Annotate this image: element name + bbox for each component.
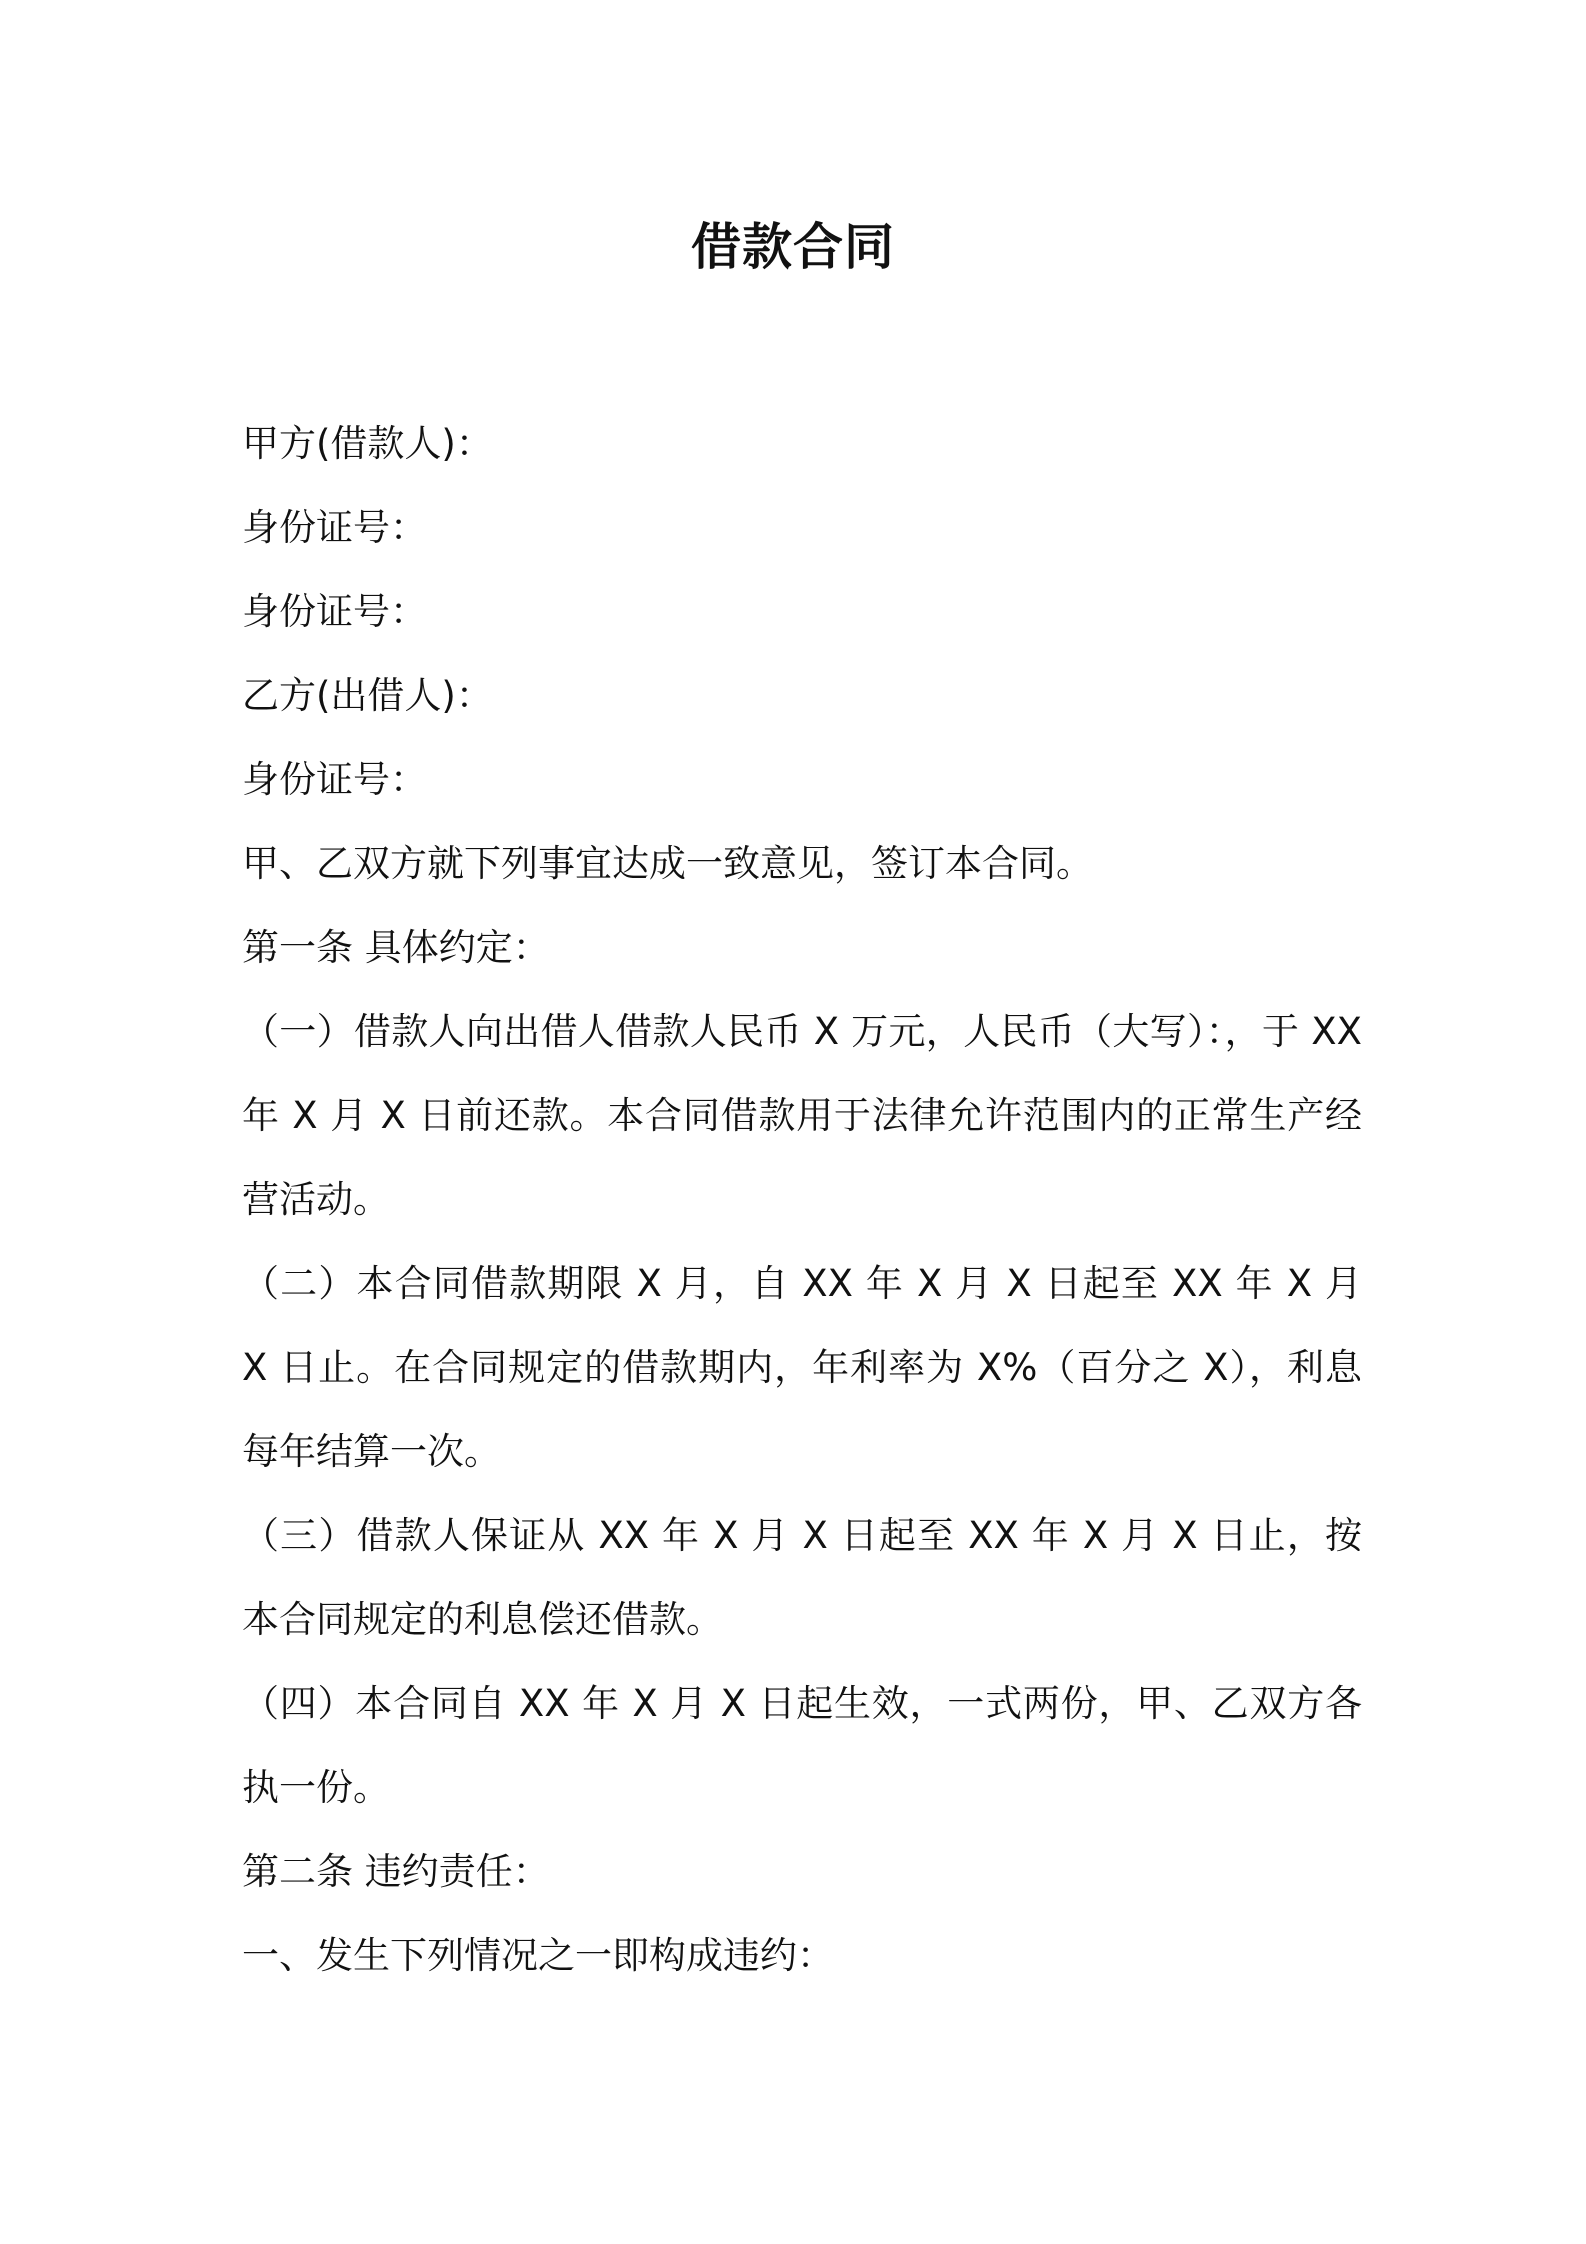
clause-3-paragraph: （三）借款人保证从 XX 年 X 月 X 日起至 XX 年 X 月 X 日止，按本合同规定的利息偿还借款。 [242, 1514, 1362, 1641]
document-body [242, 402, 1362, 1998]
party-b-line: 乙方(出借人)： [242, 674, 493, 717]
id-number-line: 身份证号： [242, 758, 427, 801]
party-a-line: 甲方(借款人)： [242, 422, 493, 465]
clause-1-paragraph: （一）借款人向出借人借款人民币 X 万元，人民币（大写）：，于 XX 年 X 月 X 日前还款。本合同借款用于法律允许范围内的正常生产经营活动。 [242, 1010, 1362, 1221]
id-number-line: 身份证号： [242, 506, 427, 549]
article-2-heading: 第二条 违约责任： [242, 1850, 550, 1893]
id-number-line: 身份证号： [242, 590, 427, 633]
breach-intro-line: 一、发生下列情况之一即构成违约： [242, 1934, 834, 1977]
document-title: 借款合同 [691, 218, 895, 276]
preamble-paragraph: 甲、乙双方就下列事宜达成一致意见，签订本合同。 [242, 842, 1093, 885]
article-1-heading: 第一条 具体约定： [242, 926, 550, 969]
clause-4-paragraph: （四）本合同自 XX 年 X 月 X 日起生效，一式两份，甲、乙双方各执一份。 [242, 1682, 1362, 1809]
clause-2-paragraph: （二）本合同借款期限 X 月，自 XX 年 X 月 X 日起至 XX 年 X 月 X 日止。在合同规定的借款期内，年利率为 X%（百分之 X），利息每年结算一次。 [242, 1262, 1362, 1473]
